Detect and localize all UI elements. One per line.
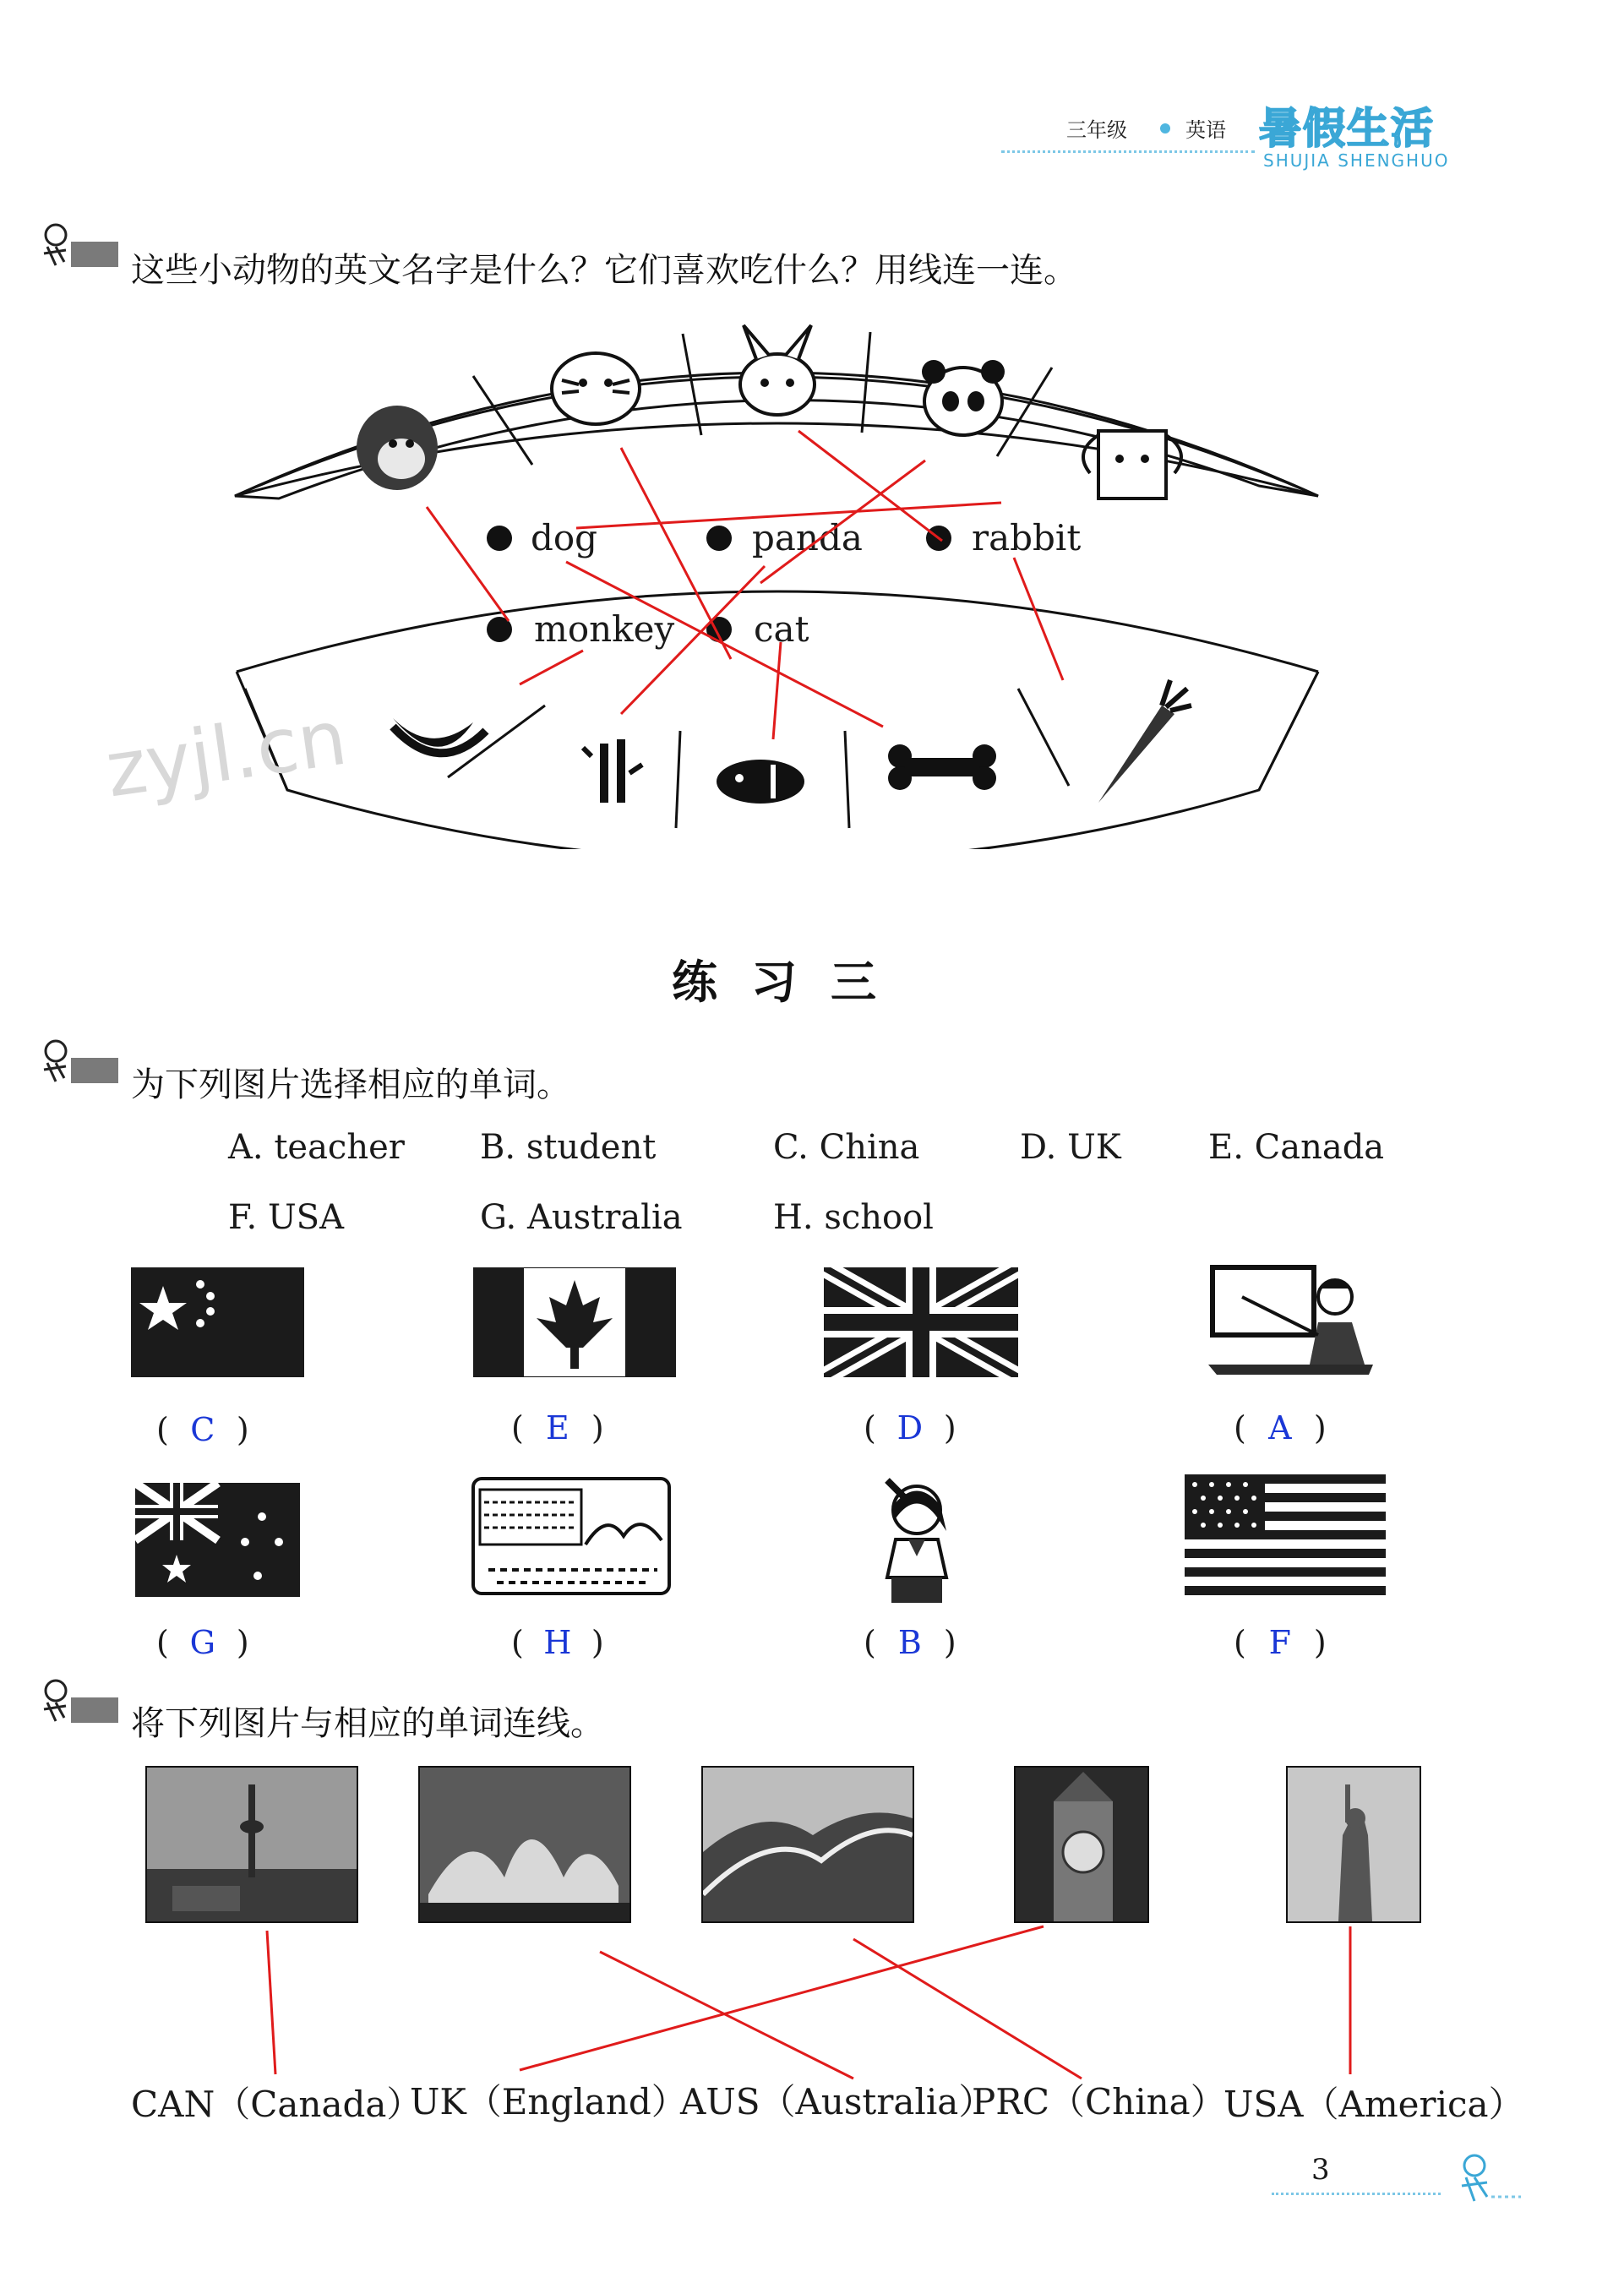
cn-tower-photo	[145, 1766, 358, 1923]
label-canada: CAN（Canada）	[131, 2084, 422, 2125]
option-g: G. Australia	[480, 1198, 683, 1237]
grade-label: 三年级	[1066, 118, 1127, 142]
australia-flag-picture	[135, 1483, 300, 1597]
subject-label: 英语	[1185, 118, 1226, 142]
section3-answer-lines	[0, 1918, 1624, 2095]
answer-australia: ( G )	[156, 1624, 249, 1661]
teacher-picture	[1208, 1263, 1373, 1377]
label-china: PRC（China）	[972, 2081, 1226, 2122]
option-a: A. teacher	[228, 1128, 405, 1167]
option-b: B. student	[480, 1128, 657, 1167]
word-rabbit: rabbit	[972, 517, 1082, 558]
option-e: E. Canada	[1208, 1128, 1385, 1167]
section1-instruction: 这些小动物的英文名字是什么？它们喜欢吃什么？用线连一连。	[131, 251, 1077, 290]
question-marker-icon	[35, 1038, 120, 1085]
answer-teacher: ( A )	[1234, 1409, 1327, 1447]
great-wall-photo	[701, 1766, 914, 1923]
section2-instruction: 为下列图片选择相应的单词。	[131, 1065, 570, 1104]
option-d: D. UK	[1020, 1128, 1121, 1167]
page-number: 3	[1311, 2153, 1330, 2187]
option-c: C. China	[773, 1128, 920, 1167]
answer-uk: ( D )	[864, 1409, 956, 1447]
answer-student: ( B )	[864, 1624, 956, 1661]
usa-flag-picture	[1185, 1474, 1386, 1597]
answer-usa: ( F )	[1234, 1624, 1327, 1661]
brand-pinyin: SHUJIA SHENGHUO	[1263, 150, 1450, 171]
answer-china: ( C )	[156, 1411, 249, 1448]
word-cat: cat	[754, 608, 809, 650]
word-panda: panda	[752, 517, 863, 558]
watermark: zyjl.cn	[101, 693, 352, 815]
label-america: USA（America）	[1223, 2084, 1524, 2125]
uk-flag-picture	[824, 1267, 1018, 1377]
question-marker-icon	[35, 1677, 120, 1724]
footer-figure-icon	[1449, 2150, 1525, 2209]
word-dog: dog	[531, 517, 598, 558]
school-picture	[471, 1477, 671, 1595]
statue-of-liberty-photo	[1286, 1766, 1421, 1923]
option-f: F. USA	[228, 1198, 344, 1237]
answer-school: ( H )	[511, 1624, 604, 1661]
big-ben-photo	[1014, 1766, 1149, 1923]
label-england: UK（England）	[410, 2081, 687, 2122]
student-picture	[870, 1472, 967, 1607]
china-flag-picture	[131, 1267, 304, 1377]
option-h: H. school	[773, 1198, 934, 1237]
label-australia: AUS（Australia）	[680, 2081, 995, 2122]
footer-dotted-rule	[1272, 2193, 1441, 2195]
section3-instruction: 将下列图片与相应的单词连线。	[131, 1704, 604, 1743]
practice-title: 练习三	[672, 956, 910, 1009]
word-monkey: monkey	[534, 608, 675, 650]
canada-flag-picture	[473, 1267, 676, 1377]
brand-logo: 暑假生活	[1259, 104, 1435, 153]
answer-canada: ( E )	[511, 1409, 604, 1447]
sydney-opera-house-photo	[418, 1766, 631, 1923]
